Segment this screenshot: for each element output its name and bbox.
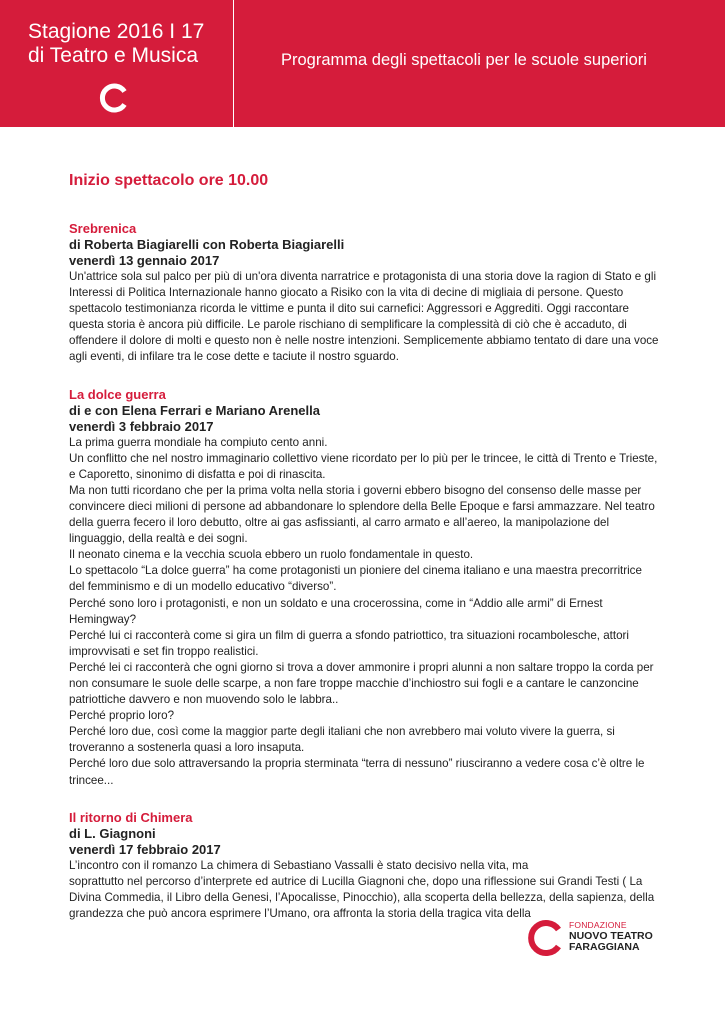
paragraph: Perché lei ci racconterà che ogni giorno si trova a dover ammonire i propri alunni a non saltare troppo la corda per non consumare le suole delle scarpe, a non fare troppe macchie d’inchiostro sui fogli e a cantare le canzoncine patriottiche davvero e non muovendo solo le labbra.. (69, 660, 654, 707)
show-authors: di Roberta Biagiarelli con Roberta Biagiarelli (69, 237, 345, 252)
show-la-dolce-guerra (69, 387, 659, 789)
start-time-heading: Inizio spettacolo ore 10.00 (69, 172, 269, 189)
foundation-logo (525, 916, 655, 966)
paragraph: soprattutto nel percorso d’interprete ed autrice di Lucilla Giagnoni che, dopo una riflessione sui Grandi Testi ( La Divina Commedia, il Libro della Genesi, l’Apocalisse, Pinocchio), alla scoperta della bellezza, della sapienza, della grandezza che può ancora esprimere l’Umano, ora affronta la storia della tragica vita della (69, 874, 655, 920)
paragraph: Perché loro due solo attraversando la propria sterminata “terra di nessuno” riusciranno a vedere cosa c’è oltre le trincee... (69, 757, 645, 787)
paragraph: Un conflitto che nel nostro immaginario collettivo viene ricordato per lo più per le trincee, le città di Trento e Trieste, e Caporetto, sinonimo di disfatta e poi di rinascita. (69, 451, 658, 481)
show-date: venerdì 17 febbraio 2017 (69, 841, 221, 857)
paragraph: L’incontro con il romanzo La chimera di Sebastiano Vassalli è stato decisivo nella vita, ma (69, 858, 529, 872)
show-title: Srebrenica (69, 221, 137, 236)
paragraph: Lo spettacolo “La dolce guerra” ha come protagonisti un pioniere del cinema italiano e una maestra precorritrice del femminismo e di un modello educativo “diverso”. (69, 564, 642, 594)
theatre-logo-icon (98, 82, 130, 114)
foundation-line-3: FARAGGIANA (569, 941, 640, 953)
header-band (0, 0, 725, 127)
season-line-1: Stagione 2016 I 17 (28, 20, 205, 43)
foundation-line-2: NUOVO TEATRO (569, 930, 653, 942)
foundation-label: FONDAZIONE (569, 920, 627, 930)
season-title (28, 20, 204, 68)
paragraph: Un'attrice sola sul palco per più di un'ora diventa narratrice e protagonista di una storia dove la ragion di Stato e gli Interessi di Politica Internazionale hanno giocato a Risiko con la vita di decine di migliaia di persone. Questo spettacolo testimonianza ricorda le vittime e punta il dito sui carnefici: Aggressori e Aggrediti. Oggi raccontare questa storia è ancora più difficile. Le parole rischiano di semplificare la complessità di ciò che è accaduto, di offendere il dolore di molti e questo non è nelle nostre intenzioni. Semplicemente abbiamo tentato di dare una voce agli eventi, di infilare tra le cose dette e taciute il nostro sguardo. (69, 270, 659, 364)
content (69, 171, 659, 943)
show-date: venerdì 3 febbraio 2017 (69, 418, 214, 434)
season-line-2: di Teatro e Musica (28, 44, 199, 67)
show-authors: di L. Giagnoni (69, 825, 156, 841)
show-authors: di e con Elena Ferrari e Mariano Arenella (69, 402, 320, 418)
paragraph: Perché lui ci racconterà come si gira un film di guerra a sfondo patriottico, tra situazioni rocambolesche, attori improvvisati e set fin troppo realistici. (69, 628, 629, 658)
header-divider (233, 0, 234, 127)
show-title: Il ritorno di Chimera (69, 809, 193, 825)
show-description (69, 858, 659, 922)
paragraph: La prima guerra mondiale ha compiuto cento anni. (69, 435, 328, 449)
show-description (69, 435, 659, 789)
paragraph: Perché proprio loro? (69, 709, 175, 723)
theatre-logo-icon (525, 918, 565, 958)
foundation-name (569, 920, 653, 953)
program-title: Programma degli spettacoli per le scuole superiori (281, 51, 647, 69)
show-date: venerdì 13 gennaio 2017 (69, 253, 220, 268)
paragraph: Il neonato cinema e la vecchia scuola ebbero un ruolo fondamentale in questo. (69, 548, 474, 562)
show-description (69, 269, 659, 366)
paragraph: Perché sono loro i protagonisti, e non un soldato e una crocerossina, come in “Addio alle armi” di Ernest Hemingway? (69, 596, 603, 626)
paragraph: Ma non tutti ricordano che per la prima volta nella storia i governi ebbero bisogno del consenso delle masse per convincere dieci milioni di persone ad abbandonare lo splendore della Belle Epoque e farsi ammazzare. Nel teatro della guerra fecero il loro debutto, oltre ai gas asfissianti, al carro armato e all’aereo, la manipolazione del linguaggio, della realtà e dei sogni. (69, 483, 655, 546)
show-il-ritorno-di-chimera (69, 810, 659, 922)
paragraph: Perché loro due, così come la maggior parte degli italiani che non avrebbero mai voluto vivere la guerra, si troveranno a sostenerla quasi a loro insaputa. (69, 725, 615, 755)
show-title: La dolce guerra (69, 386, 166, 402)
show-srebrenica (69, 221, 659, 366)
